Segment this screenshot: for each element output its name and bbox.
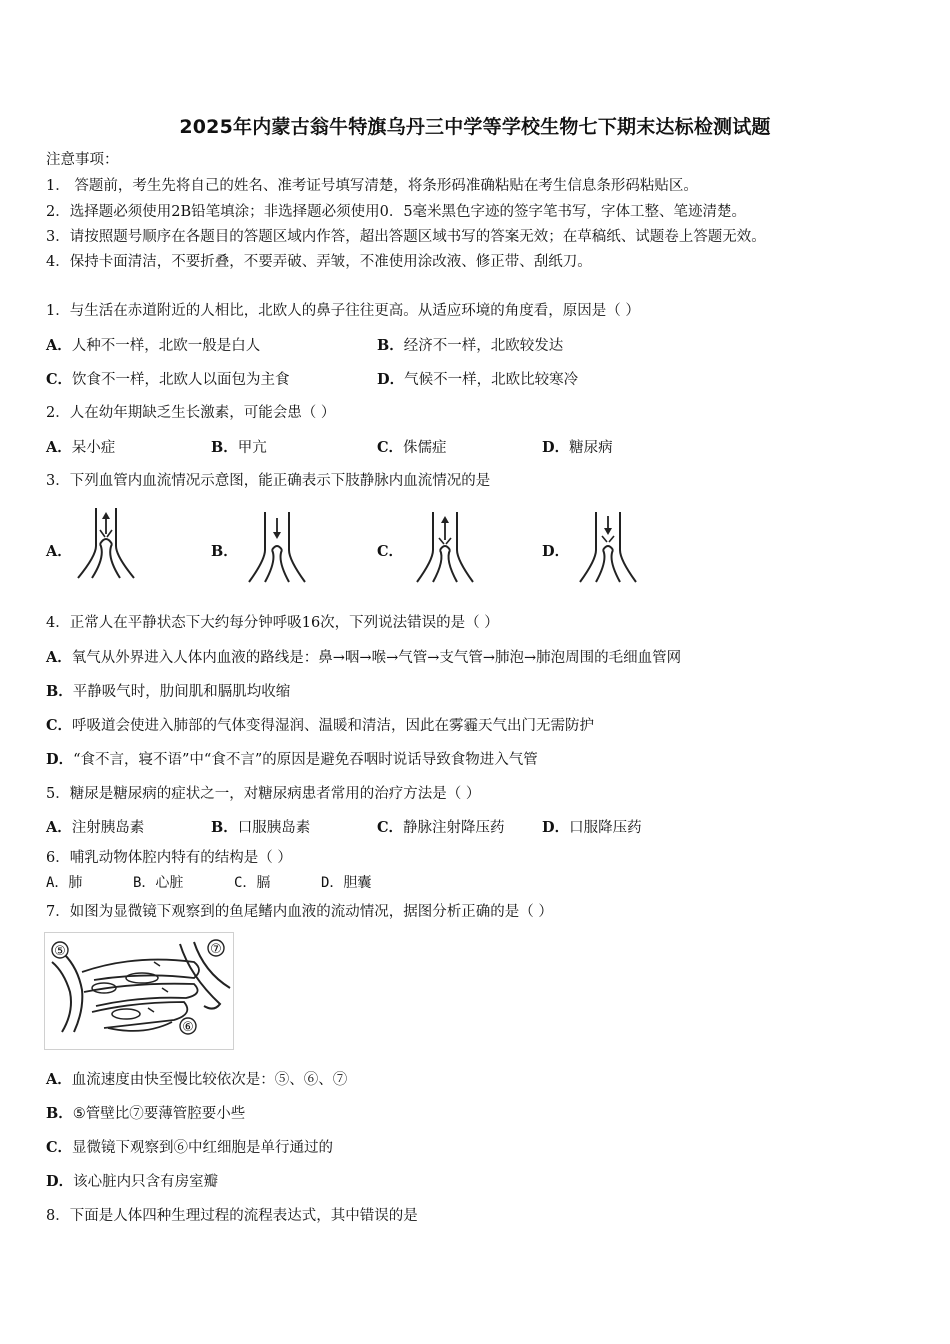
option-letter: D． <box>542 439 570 456</box>
figure-label-6: ⑥ <box>182 1020 194 1035</box>
option-letter: A． <box>46 337 72 354</box>
fish-tail-blood-flow-figure <box>44 932 234 1050</box>
option-letter: D． <box>377 371 405 388</box>
option-letter: A． <box>46 439 72 456</box>
option-text: 饮食不一样，北欧人以面包为主食 <box>72 372 290 388</box>
q1-option-c <box>46 370 290 390</box>
option-text: 呆小症 <box>71 440 116 456</box>
vessel-diagram-d <box>576 508 640 586</box>
q4-option-d <box>46 750 538 770</box>
option-letter: C． <box>46 717 73 734</box>
q3-option-a-letter: A． <box>46 543 72 560</box>
notice-item: 4．保持卡面清洁，不要折叠，不要弄破、弄皱，不准使用涂改液、修正带、刮纸刀。 <box>46 254 592 270</box>
notice-heading: 注意事项： <box>46 152 119 168</box>
q4-option-a <box>46 648 681 668</box>
q7-option-c <box>46 1138 333 1158</box>
option-letter: B． <box>211 819 238 836</box>
q4-option-c <box>46 716 594 736</box>
option-text: 人种不一样，北欧一般是白人 <box>71 338 261 354</box>
option-text: 口服降压药 <box>569 820 642 836</box>
option-text: 糖尿病 <box>569 440 613 456</box>
option-letter: C． <box>377 819 404 836</box>
option-letter: D． <box>46 751 74 768</box>
option-letter: D． <box>46 1173 74 1190</box>
question-7-stem: 7．如图为显微镜下观察到的鱼尾鳍内血液的流动情况，据图分析正确的是（ ） <box>46 904 553 920</box>
figure-label-5: ⑤ <box>54 944 66 959</box>
q2-option-d <box>542 438 613 458</box>
option-letter: A． <box>46 819 72 836</box>
option-text: 甲亢 <box>237 440 267 456</box>
option-letter: B． <box>46 1105 73 1122</box>
q5-option-d <box>542 818 642 838</box>
question-5-stem: 5．糖尿是糖尿病的症状之一，对糖尿病患者常用的治疗方法是（ ） <box>46 786 481 802</box>
vessel-diagram-b <box>245 508 309 586</box>
q2-option-c <box>377 438 447 458</box>
option-text: 呼吸道会使进入肺部的气体变得湿润、温暖和清洁，因此在雾霾天气出门无需防护 <box>72 718 595 734</box>
option-text: 平静吸气时，肋间肌和膈肌均收缩 <box>72 684 291 700</box>
q5-option-a <box>46 818 144 838</box>
q7-option-b <box>46 1104 245 1124</box>
option-letter: C． <box>377 439 404 456</box>
q3-option-d-letter: D． <box>542 543 570 560</box>
option-text: 注射胰岛素 <box>71 820 145 836</box>
vessel-diagram-a <box>74 504 138 584</box>
question-6-stem: 6．哺乳动物体腔内特有的结构是（ ） <box>46 850 292 866</box>
option-letter: C． <box>46 371 73 388</box>
question-8-stem: 8．下面是人体四种生理过程的流程表达式，其中错误的是 <box>46 1208 418 1224</box>
q7-option-d <box>46 1172 218 1192</box>
option-letter: A． <box>46 649 72 666</box>
q3-option-b-letter: B． <box>211 543 238 560</box>
notice-item: 3．请按照题号顺序在各题目的答题区域内作答，超出答题区域书写的答案无效；在草稿纸、试题卷上答题无效。 <box>46 229 766 245</box>
q7-option-a <box>46 1070 347 1090</box>
q1-option-a <box>46 336 260 356</box>
option-text: 氧气从外界进入人体内血液的路线是：鼻→咽→喉→气管→支气管→肺泡→肺泡周围的毛细血管网 <box>71 650 682 666</box>
option-text: 侏儒症 <box>403 440 447 456</box>
question-1-stem: 1．与生活在赤道附近的人相比，北欧人的鼻子往往更高。从适应环境的角度看，原因是（ ） <box>46 303 640 319</box>
q1-option-d <box>377 370 578 390</box>
option-text: “食不言，寝不语”中“食不言”的原因是避免吞咽时说话导致食物进入气管 <box>73 752 538 768</box>
page-title: 2025年内蒙古翁牛特旗乌丹三中学等学校生物七下期末达标检测试题 <box>179 116 771 138</box>
option-text: 口服胰岛素 <box>237 820 311 836</box>
q1-option-b <box>377 336 563 356</box>
q4-option-b <box>46 682 290 702</box>
option-letter: C． <box>46 1139 73 1156</box>
option-letter: A． <box>46 1071 72 1088</box>
option-text: 经济不一样，北欧较发达 <box>403 338 564 354</box>
notice-item: 2．选择题必须使用2B铅笔填涂；非选择题必须使用0．5毫米黑色字迹的签字笔书写，字体工整、笔迹清楚。 <box>46 204 747 220</box>
option-text: 该心脏内只含有房室瓣 <box>73 1174 219 1190</box>
q6-options-line: A．肺 B．心脏 C．膈 D．胆囊 <box>46 875 372 891</box>
q5-option-c <box>377 818 505 838</box>
q5-option-b <box>211 818 310 838</box>
question-3-stem: 3．下列血管内血流情况示意图，能正确表示下肢静脉内血流情况的是 <box>46 473 491 489</box>
q2-option-a <box>46 438 115 458</box>
question-4-stem: 4．正常人在平静状态下大约每分钟呼吸16次，下列说法错误的是（ ） <box>46 615 499 631</box>
option-text: ⑤管壁比⑦要薄管腔要小些 <box>72 1106 246 1122</box>
q2-option-b <box>211 438 267 458</box>
question-2-stem: 2．人在幼年期缺乏生长激素，可能会患（ ） <box>46 405 336 421</box>
option-letter: B． <box>377 337 404 354</box>
q3-option-c-letter: C． <box>377 543 404 560</box>
option-letter: B． <box>46 683 73 700</box>
option-letter: B． <box>211 439 238 456</box>
option-text: 静脉注射降压药 <box>403 820 505 836</box>
option-text: 显微镜下观察到⑥中红细胞是单行通过的 <box>72 1140 334 1156</box>
option-text: 血流速度由快至慢比较依次是：⑤、⑥、⑦ <box>71 1072 348 1088</box>
figure-label-7: ⑦ <box>210 942 222 957</box>
notice-item: 1． 答题前，考生先将自己的姓名、准考证号填写清楚，将条形码准确粘贴在考生信息条形码粘贴区。 <box>46 178 698 194</box>
option-letter: D． <box>542 819 570 836</box>
option-text: 气候不一样，北欧比较寒冷 <box>404 372 579 388</box>
vessel-diagram-c <box>413 508 477 586</box>
